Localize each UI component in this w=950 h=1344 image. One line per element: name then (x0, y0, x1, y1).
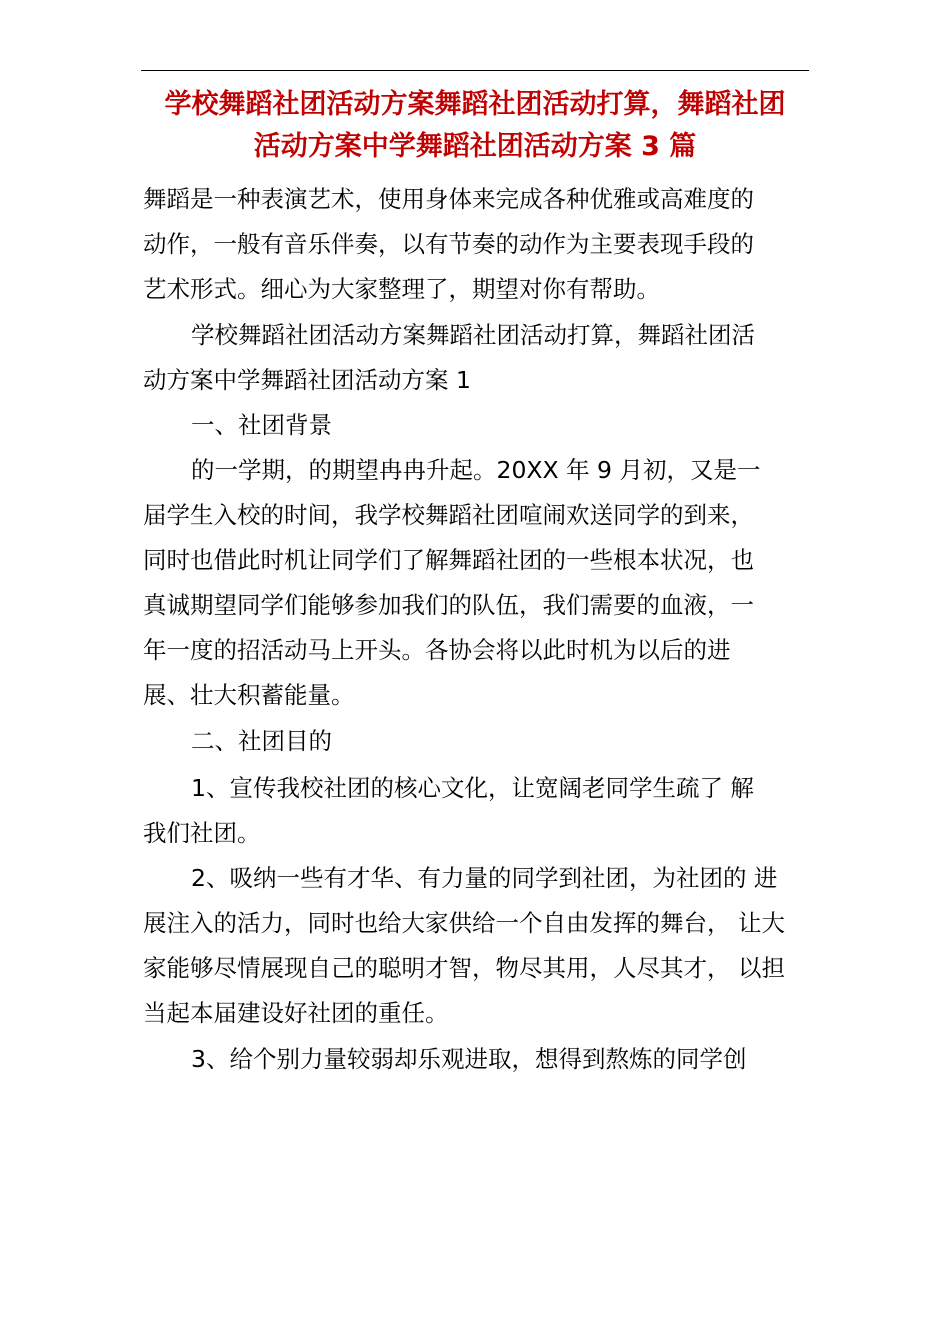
subtitle-paragraph (143, 313, 755, 403)
text-line: 艺术形式。细心为大家整理了，期望对你有帮助。 (143, 275, 660, 303)
document-title (141, 84, 809, 168)
text-line: 一、社团背景 (191, 411, 332, 439)
intro-paragraph (143, 177, 754, 312)
section-heading-purpose (143, 719, 332, 764)
purpose-item-3 (143, 1037, 746, 1082)
text-line: 真诚期望同学们能够参加我们的队伍，我们需要的血液，一 (143, 591, 754, 619)
purpose-item-1 (143, 766, 754, 856)
title-line: 活动方案中学舞蹈社团活动方案 3 篇 (253, 131, 697, 162)
header-rule (141, 70, 809, 71)
text-line: 动方案中学舞蹈社团活动方案 1 (143, 366, 471, 394)
section-heading-background (143, 403, 332, 448)
text-line: 展、壮大积蓄能量。 (143, 681, 355, 709)
text-line: 展注入的活力，同时也给大家供给一个自由发挥的舞台， 让大 (143, 909, 785, 937)
text-line: 家能够尽情展现自己的聪明才智，物尽其用，人尽其才， 以担 (143, 954, 785, 982)
text-line: 舞蹈是一种表演艺术，使用身体来完成各种优雅或高难度的 (143, 185, 754, 213)
text-line: 年一度的招活动马上开头。各协会将以此时机为以后的进 (143, 636, 731, 664)
text-line: 学校舞蹈社团活动方案舞蹈社团活动打算，舞蹈社团活 (191, 321, 755, 349)
section-body-background (143, 448, 760, 718)
text-line: 我们社团。 (143, 819, 261, 847)
title-line: 学校舞蹈社团活动方案舞蹈社团活动打算，舞蹈社团 (164, 89, 786, 120)
text-line: 3、给个别力量较弱却乐观进取，想得到熬炼的同学创 (191, 1045, 747, 1073)
text-line: 动作，一般有音乐伴奏，以有节奏的动作为主要表现手段的 (143, 230, 754, 258)
text-line: 的一学期，的期望冉冉升起。20XX 年 9 月初，又是一 (191, 456, 761, 484)
purpose-item-2 (143, 856, 785, 1036)
text-line: 2、吸纳一些有才华、有力量的同学到社团，为社团的 进 (191, 864, 778, 892)
text-line: 当起本届建设好社团的重任。 (143, 999, 449, 1027)
text-line: 二、社团目的 (191, 727, 332, 755)
text-line: 届学生入校的时间，我学校舞蹈社团喧闹欢送同学的到来， (143, 501, 754, 529)
text-line: 1、宣传我校社团的核心文化，让宽阔老同学生疏了 解 (191, 774, 754, 802)
text-line: 同时也借此时机让同学们了解舞蹈社团的一些根本状况，也 (143, 546, 754, 574)
